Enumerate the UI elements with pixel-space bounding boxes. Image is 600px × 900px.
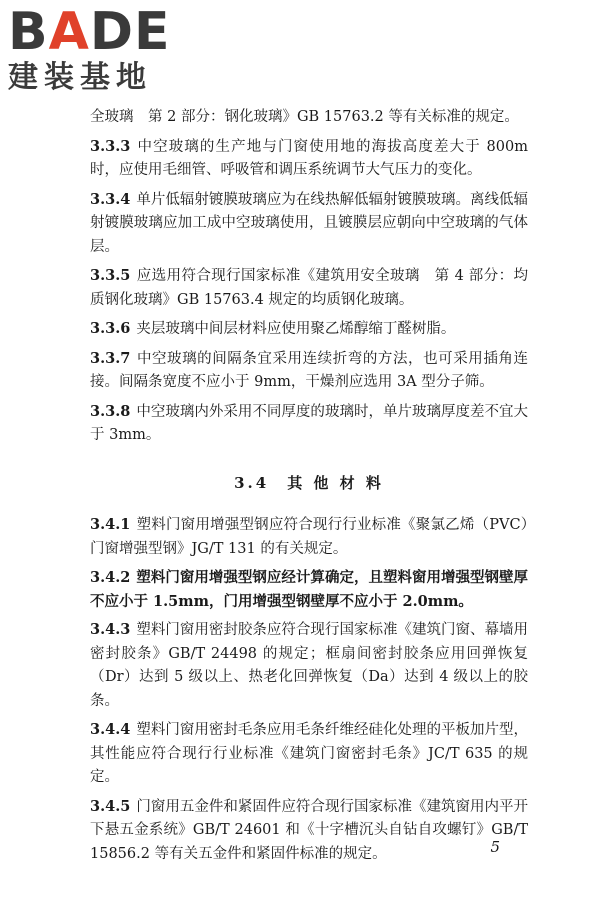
page-number: 5 (490, 838, 500, 856)
clause-3-3-8: 3.3.8 中空玻璃内外采用不同厚度的玻璃时，单片玻璃厚度差不宜大于 3mm。 (90, 402, 528, 443)
logo-word: BADE (8, 2, 171, 62)
section-title: 3.4 其 他 材 料 (234, 473, 384, 492)
clause-3-3-3: 3.3.3 中空玻璃的生产地与门窗使用地的海拔高度差大于 800m 时，应使用毛细管、呼吸管和调压系统调节大气压力的变化。 (90, 137, 528, 178)
logo-chinese: 建装基地 (8, 60, 152, 95)
clause-3-4-5: 3.4.5 门窗用五金件和紧固件应符合现行国家标准《建筑窗用内平开下悬五金系统》GB/T 24601 和《十字槽沉头自钻自攻螺钉》GB/T 15856.2 等有关五金件和紧固件标准的规定。 (90, 797, 528, 862)
clause-3-3-7: 3.3.7 中空玻璃的间隔条宜采用连续折弯的方法，也可采用插角连接。间隔条宽度不应小于 9mm，干燥剂应选用 3A 型分子筛。 (90, 349, 528, 390)
clause-3-4-1: 3.4.1 塑料门窗用增强型钢应符合现行行业标准《聚氯乙烯（PVC）门窗增强型钢》JG/T 131 的有关规定。 (90, 516, 528, 557)
clause-3-3-5: 3.3.5 应选用符合现行国家标准《建筑用安全玻璃 第 4 部分：均质钢化玻璃》GB 15763.4 规定的均质钢化玻璃。 (90, 267, 528, 308)
paragraph-continued: 全玻璃 第 2 部分：钢化玻璃》GB 15763.2 等有关标准的规定。 (90, 109, 519, 125)
document-body (90, 106, 528, 871)
clause-3-3-6: 3.3.6 夹层玻璃中间层材料应使用聚乙烯醇缩丁醛树脂。 (90, 320, 456, 337)
clause-3-4-3: 3.4.3 塑料门窗用密封胶条应符合现行国家标准《建筑门窗、幕墙用密封胶条》GB/T 24498 的规定；框扇间密封胶条应用回弹恢复（Dr）达到 5 级以上、热老化回弹恢复（Da）达到 4 级以上的胶条。 (90, 621, 528, 709)
clause-3-4-4: 3.4.4 塑料门窗用密封毛条应用毛条纤维经硅化处理的平板加片型，其性能应符合现行行业标准《建筑门窗密封毛条》JC/T 635 的规定。 (90, 721, 528, 785)
clause-3-3-4: 3.3.4 单片低辐射镀膜玻璃应为在线热解低辐射镀膜玻璃。离线低辐射镀膜玻璃应加工成中空玻璃使用，且镀膜层应朝向中空玻璃的气体层。 (90, 190, 528, 255)
clause-3-4-2: 3.4.2 塑料门窗用增强型钢应经计算确定，且塑料窗用增强型钢壁厚不应小于 1.5mm，门用增强型钢壁厚不应小于 2.0mm。 (90, 569, 528, 610)
bade-logo (8, 4, 208, 100)
